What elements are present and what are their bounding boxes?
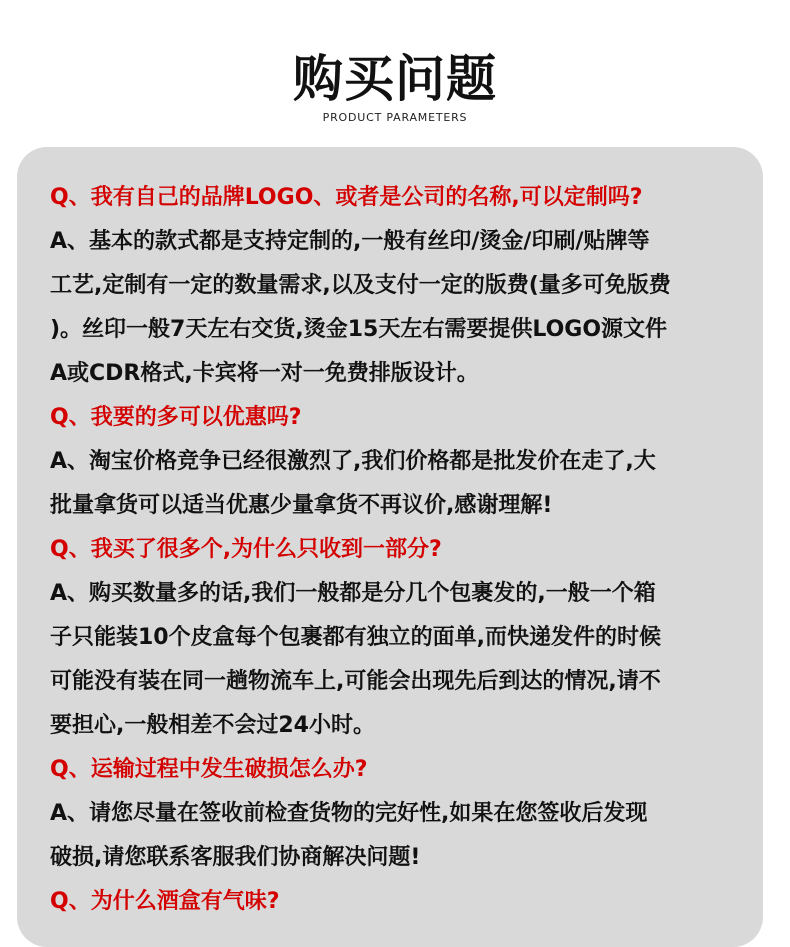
faq-answer-line: 子只能装10个皮盒每个包裹都有独立的面单,而快递发件的时候 [50,625,661,650]
faq-question: Q、我要的多可以优惠吗? [50,405,302,430]
faq-answer-line: A或CDR格式,卡宾将一对一免费排版设计。 [50,361,479,386]
faq-answer-line: 批量拿货可以适当优惠少量拿货不再议价,感谢理解! [50,493,553,518]
faq-question: Q、我有自己的品牌LOGO、或者是公司的名称,可以定制吗? [50,185,643,210]
faq-answer-line: )。丝印一般7天左右交货,烫金15天左右需要提供LOGO源文件 [50,317,668,342]
faq-answer-line: A、基本的款式都是支持定制的,一般有丝印/烫金/印刷/贴牌等 [50,229,650,254]
faq-answer-line: 工艺,定制有一定的数量需求,以及支付一定的版费(量多可免版费 [50,273,671,298]
faq-answer-line: 可能没有装在同一趟物流车上,可能会出现先后到达的情况,请不 [50,669,661,694]
page-subtitle: PRODUCT PARAMETERS [322,111,468,124]
faq-question: Q、为什么酒盒有气味? [50,889,280,914]
faq-answer-line: A、请您尽量在签收前检查货物的完好性,如果在您签收后发现 [50,801,648,826]
faq-answer-line: A、淘宝价格竞争已经很激烈了,我们价格都是批发价在走了,大 [50,449,656,474]
faq-answer-line: A、购买数量多的话,我们一般都是分几个包裹发的,一般一个箱 [50,581,656,606]
page-title: 购买问题 [293,50,497,108]
faq-answer-line: 破损,请您联系客服我们协商解决问题! [50,845,421,870]
faq-list [50,176,750,924]
faq-question: Q、我买了很多个,为什么只收到一部分? [50,537,442,562]
faq-answer-line: 要担心,一般相差不会过24小时。 [50,713,375,738]
faq-question: Q、运输过程中发生破损怎么办? [50,757,368,782]
